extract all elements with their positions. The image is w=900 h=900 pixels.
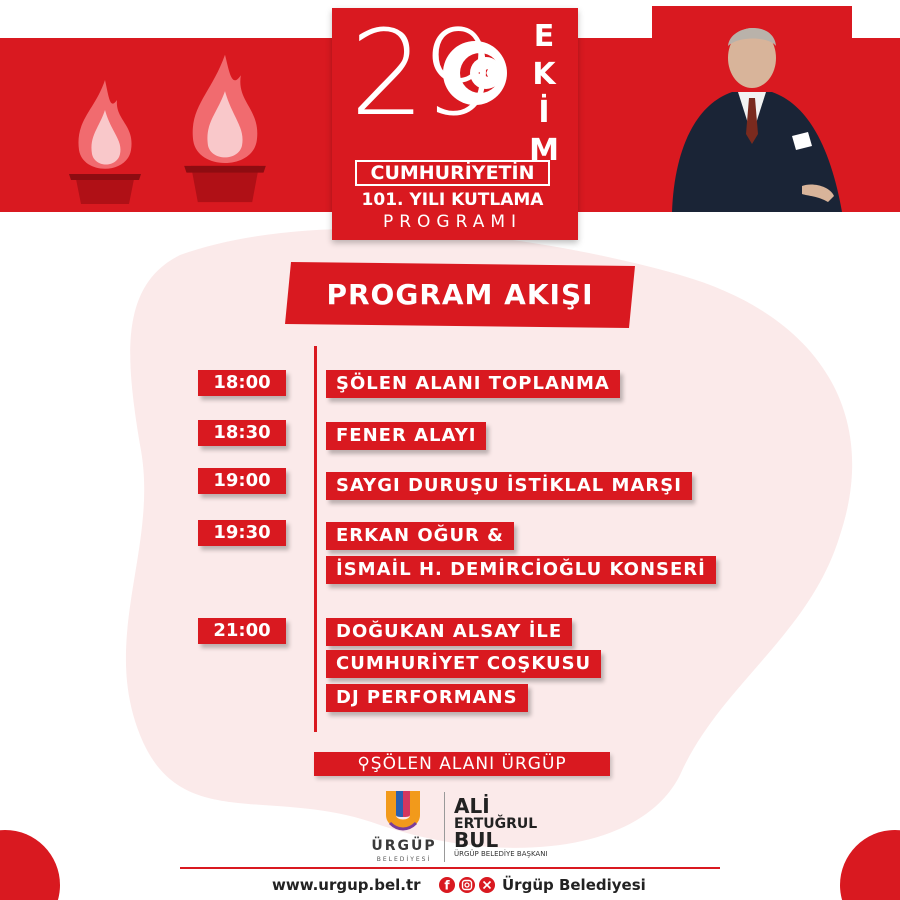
event-label: ERKAN OĞUR &: [326, 522, 514, 550]
urgup-logo-icon: [378, 787, 428, 837]
x-icon[interactable]: [479, 877, 495, 893]
social-account-name: Ürgüp Belediyesi: [502, 876, 646, 894]
ataturk-portrait: [652, 6, 852, 212]
location-pin-icon: ⚲: [357, 754, 371, 774]
time-badge: 19:30: [198, 520, 286, 546]
torch-flame-icon: [175, 48, 275, 218]
mayor-middle-name: ERTUĞRUL: [454, 816, 538, 832]
footer-separator: [444, 792, 445, 862]
location-text: ŞÖLEN ALANI ÜRGÜP: [370, 754, 567, 774]
corner-circle-left: [0, 830, 60, 900]
month-letter: K: [532, 57, 556, 92]
municipality-logo-name: ÜRGÜP: [371, 838, 437, 854]
day-number: 29: [350, 4, 493, 142]
social-icons: [438, 876, 498, 894]
event-label: FENER ALAYI: [326, 422, 486, 450]
facebook-icon[interactable]: [439, 877, 455, 893]
title-line-1: CUMHURİYETİN: [370, 162, 535, 184]
timeline-line: [314, 346, 317, 732]
month-letter: E: [533, 19, 555, 54]
mayor-first-name: ALİ: [454, 794, 490, 818]
title-line-2: 101. YILI KUTLAMA: [361, 190, 544, 210]
month-letter: İ: [538, 95, 550, 130]
time-badge: 21:00: [198, 618, 286, 644]
time-badge: 19:00: [198, 468, 286, 494]
location-badge: [314, 752, 610, 776]
municipality-logo-sub: BELEDİYESİ: [376, 856, 432, 863]
instagram-icon[interactable]: [459, 877, 475, 893]
month-letter: M: [529, 133, 559, 168]
mayor-last-name: BUL: [454, 828, 499, 852]
event-label: CUMHURİYET COŞKUSU: [326, 650, 601, 678]
svg-text:f: f: [444, 878, 450, 893]
event-label: SAYGI DURUŞU İSTİKLAL MARŞI: [326, 472, 692, 500]
event-label: ŞÖLEN ALANI TOPLANMA: [326, 370, 620, 398]
month-vertical: [524, 18, 564, 170]
time-badge: 18:30: [198, 420, 286, 446]
event-label: DOĞUKAN ALSAY İLE: [326, 618, 572, 646]
torch-flame-icon: [65, 70, 145, 220]
program-heading: PROGRAM AKIŞI: [326, 278, 594, 311]
footer-divider: [180, 867, 720, 869]
mayor-title: ÜRGÜP BELEDİYE BAŞKANI: [454, 850, 548, 858]
event-label: İSMAİL H. DEMİRCİOĞLU KONSERİ: [326, 556, 716, 584]
website-link[interactable]: www.urgup.bel.tr: [272, 876, 421, 894]
time-badge: 18:00: [198, 370, 286, 396]
event-label: DJ PERFORMANS: [326, 684, 528, 712]
title-line-3: PROGRAMI: [382, 212, 523, 232]
